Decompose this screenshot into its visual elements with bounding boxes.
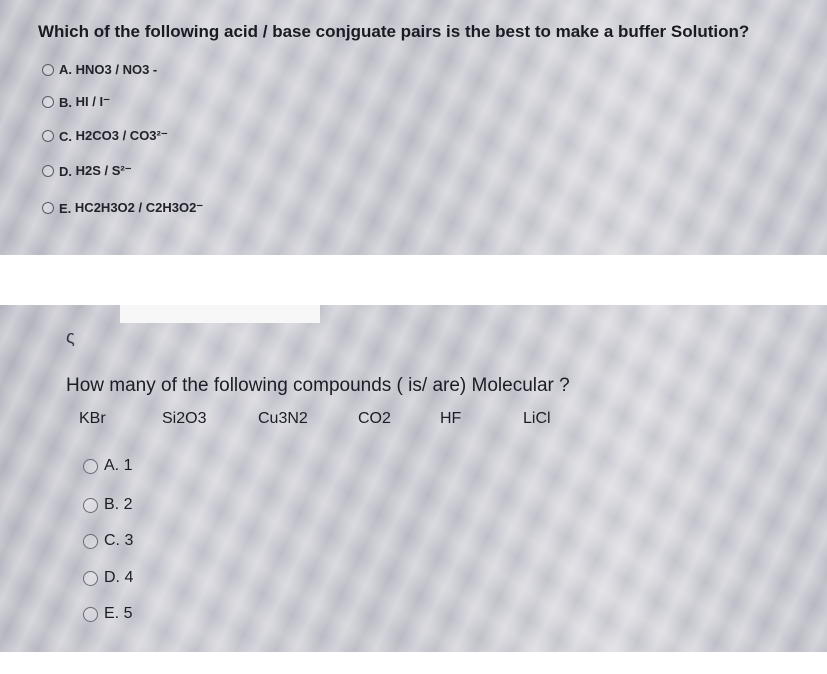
radio-button[interactable] — [42, 64, 54, 76]
q2-option-d[interactable] — [83, 569, 133, 587]
radio-button[interactable] — [83, 498, 98, 513]
radio-button[interactable] — [42, 130, 54, 142]
q1-option-a[interactable] — [42, 62, 157, 77]
option-text: H2CO3 / CO3²⁻ — [75, 128, 168, 143]
option-label: D. — [59, 163, 72, 179]
option-text: H2S / S²⁻ — [75, 163, 132, 178]
radio-button[interactable] — [83, 459, 98, 474]
option-label: B. — [59, 94, 72, 110]
compound-licl: LiCl — [523, 410, 551, 427]
compound-hf: HF — [440, 410, 462, 427]
option-text: HNO3 / NO3 - — [75, 62, 158, 77]
compound-cu3n2: Cu3N2 — [258, 410, 308, 427]
option-text: HI / I⁻ — [75, 94, 110, 109]
radio-button[interactable] — [42, 165, 54, 177]
option-text: HC2H3O2 / C2H3O2⁻ — [74, 200, 204, 215]
redaction-strip — [120, 305, 320, 323]
radio-button[interactable] — [83, 607, 98, 622]
question-mark-glyph: ς — [66, 327, 75, 347]
q1-option-c[interactable] — [42, 128, 168, 144]
compound-kbr: KBr — [79, 410, 106, 427]
q1-option-d[interactable] — [42, 163, 132, 179]
option-label: A. — [104, 457, 120, 474]
option-label: E. — [104, 605, 120, 622]
option-label: E. — [59, 200, 72, 216]
option-text: 5 — [123, 605, 133, 622]
option-label: C. — [59, 128, 72, 144]
q2-option-b[interactable] — [83, 496, 132, 514]
radio-button[interactable] — [83, 534, 98, 549]
compound-si2o3: Si2O3 — [162, 410, 207, 427]
question-2-prompt: How many of the following compounds ( is/ are) Molecular ? — [66, 375, 570, 396]
option-label: C. — [104, 532, 120, 549]
compound-co2: CO2 — [358, 410, 391, 427]
option-text: 4 — [124, 569, 134, 586]
radio-button[interactable] — [42, 96, 54, 108]
question-1-panel — [0, 0, 827, 255]
radio-button[interactable] — [42, 202, 54, 214]
option-label: D. — [104, 569, 120, 586]
q1-option-e[interactable] — [42, 200, 203, 216]
option-label: A. — [59, 62, 72, 77]
q2-option-e[interactable] — [83, 605, 132, 623]
option-text: 3 — [124, 532, 134, 549]
question-2-panel — [0, 305, 827, 652]
question-1-prompt: Which of the following acid / base conjguate pairs is the best to make a buffer Solution? — [38, 22, 750, 41]
radio-button[interactable] — [83, 571, 98, 586]
option-text: 1 — [123, 457, 133, 474]
option-label: B. — [104, 496, 120, 513]
q2-option-c[interactable] — [83, 532, 133, 550]
option-text: 2 — [123, 496, 133, 513]
q1-option-b[interactable] — [42, 94, 110, 110]
q2-option-a[interactable] — [83, 457, 132, 475]
